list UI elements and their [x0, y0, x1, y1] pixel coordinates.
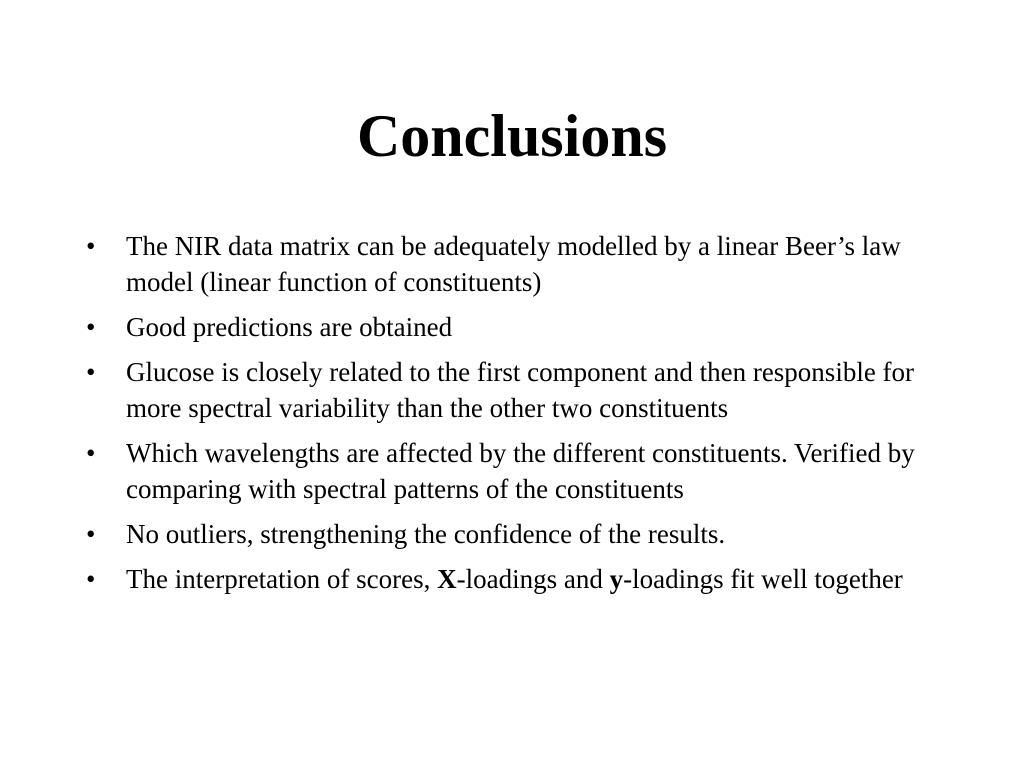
bullet-item — [80, 354, 940, 426]
bullet-item — [80, 228, 940, 300]
bullet-text: Glucose is closely related to the first component and then responsible for more spectral variability than the other two constituents — [126, 357, 915, 423]
x-variable: X — [437, 564, 457, 594]
bullet-text: Good predictions are obtained — [126, 312, 453, 342]
bullet-text-segment: -loadings fit well together — [623, 564, 903, 594]
bullet-dot-icon: • — [86, 564, 96, 594]
bullet-list — [80, 228, 940, 606]
bullet-dot-icon: • — [86, 231, 96, 261]
y-variable: y — [609, 564, 624, 594]
bullet-dot-icon: • — [86, 357, 96, 387]
bullet-text-segment: The interpretation of scores, — [126, 564, 438, 594]
bullet-item — [80, 561, 940, 597]
slide-title: Conclusions — [356, 103, 668, 169]
bullet-item — [80, 309, 940, 345]
bullet-dot-icon: • — [86, 519, 96, 549]
bullet-text: No outliers, strengthening the confidence of the results. — [126, 519, 726, 549]
bullet-dot-icon: • — [86, 312, 96, 342]
bullet-item — [80, 435, 940, 507]
bullet-text-segment: -loadings and — [456, 564, 610, 594]
bullet-text: The NIR data matrix can be adequately modelled by a linear Beer’s law model (linear function of constituents) — [126, 231, 901, 297]
bullet-item — [80, 516, 940, 552]
bullet-text: Which wavelengths are affected by the different constituents. Verified by comparing with spectral patterns of the constituents — [126, 438, 915, 504]
bullet-dot-icon: • — [86, 438, 96, 468]
bullet-text — [126, 564, 903, 594]
